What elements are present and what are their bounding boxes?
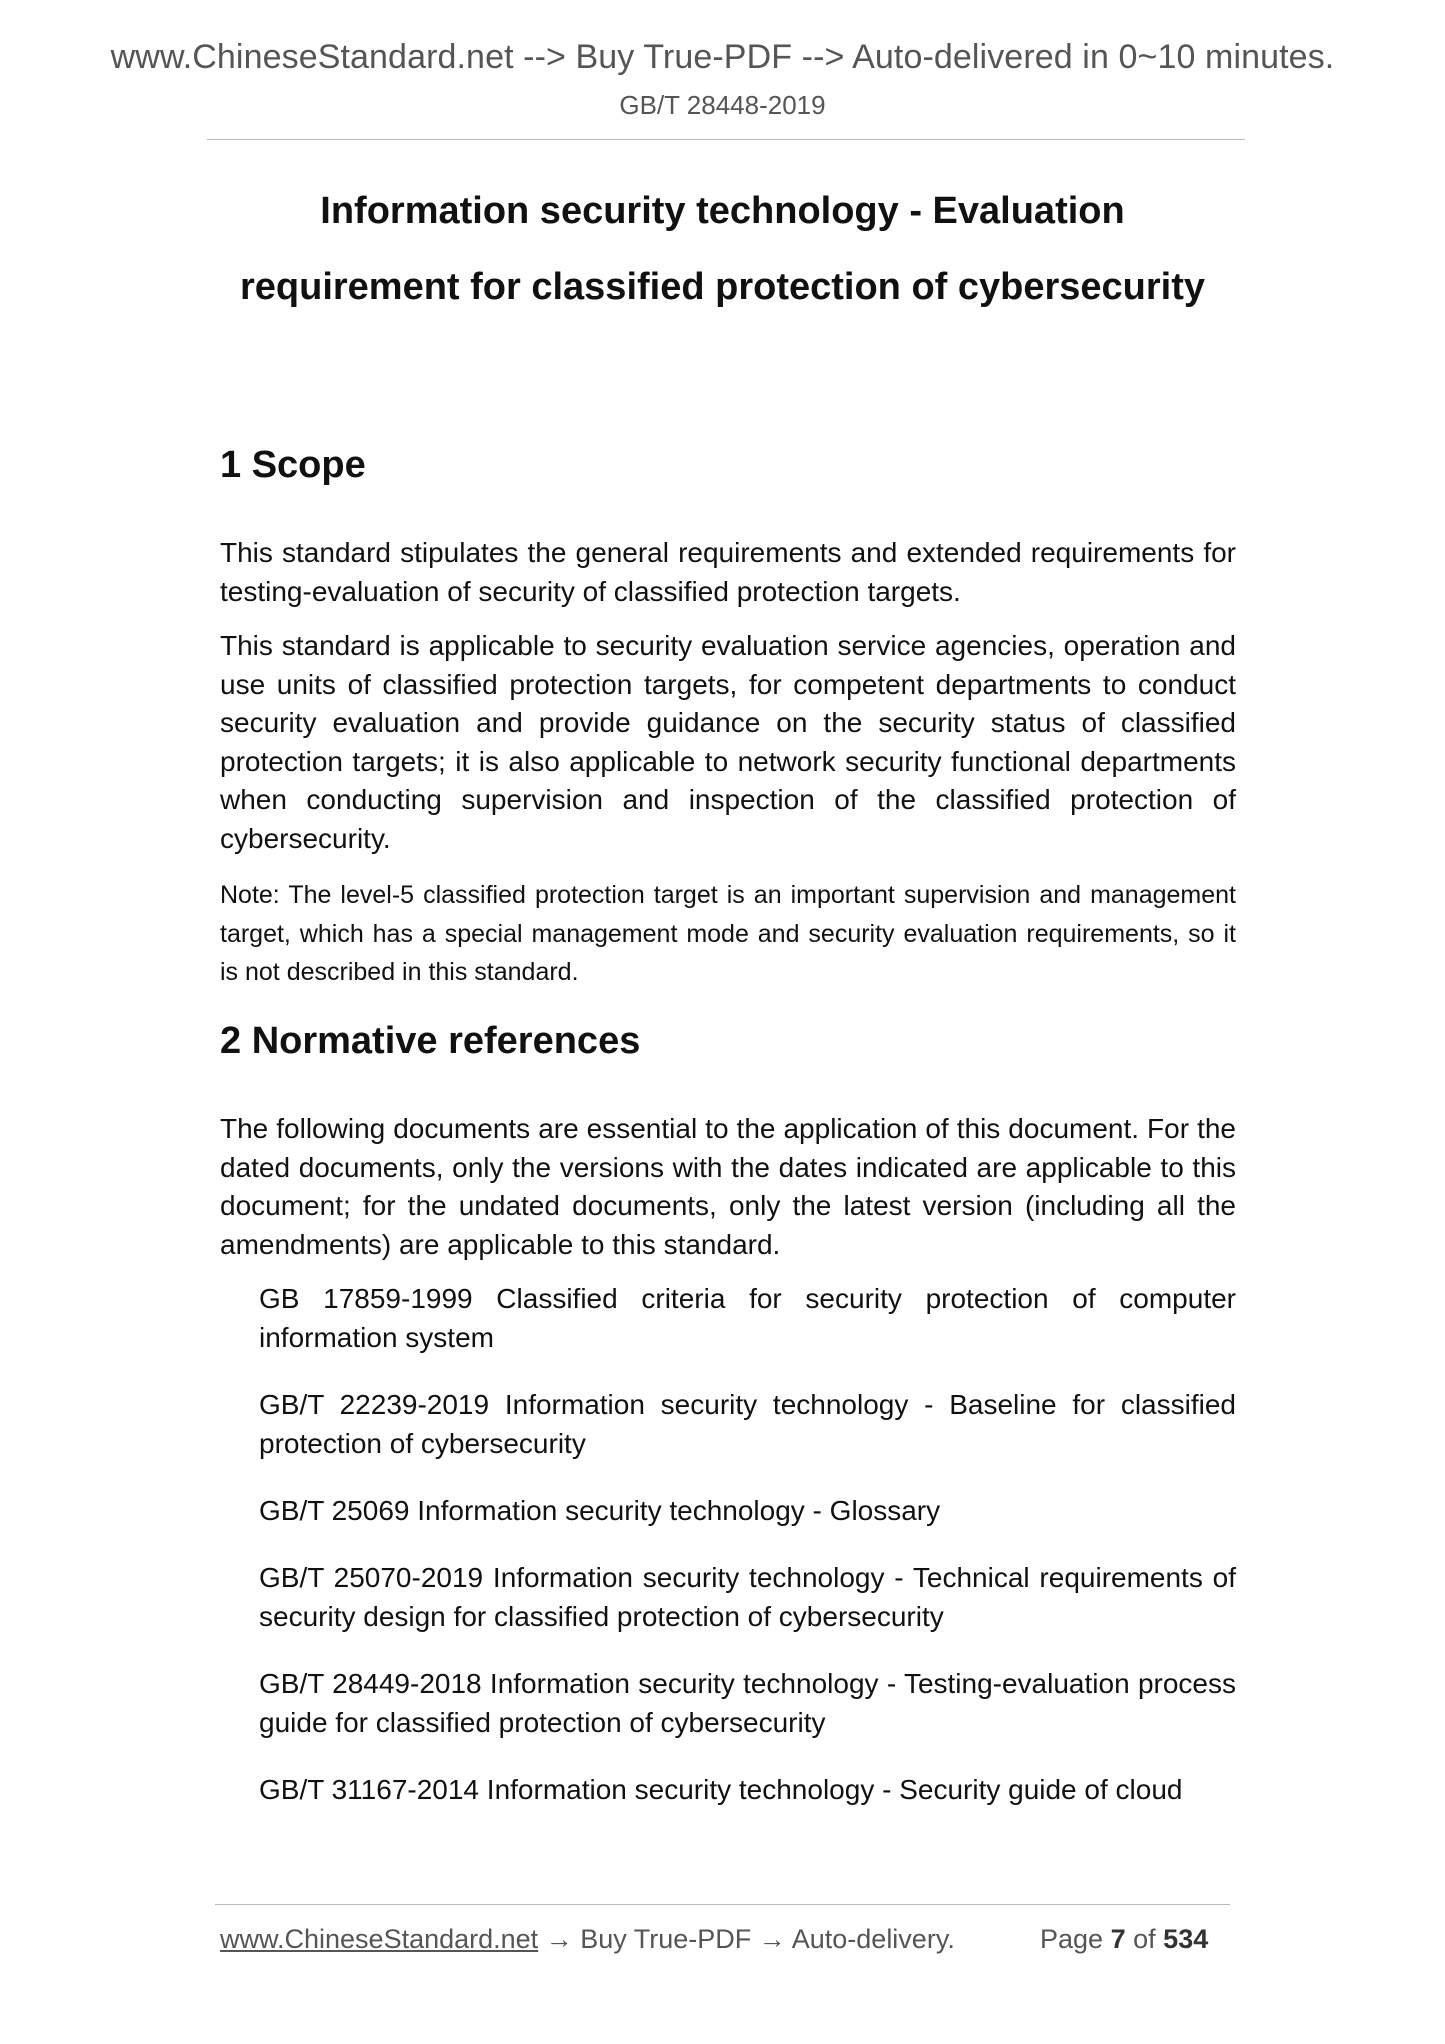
footer-site-link[interactable]: www.ChineseStandard.net [220, 1924, 539, 1954]
reference-item: GB/T 31167-2014 Information security technology - Security guide of cloud [259, 1774, 1183, 1805]
references-intro: The following documents are essential to the application of this document. For the dated documents, only the versions with the dates indicated are applicable to this document; for the undated documents, only the latest version (including all the amendments) are applicable to this standard. [220, 1113, 1236, 1260]
reference-item: GB/T 25069 Information security technology - Glossary [259, 1495, 941, 1526]
site-banner: www.ChineseStandard.net --> Buy True-PDF --> Auto-delivered in 0~10 minutes. [110, 38, 1335, 76]
section-1-heading-block [220, 444, 1236, 487]
document-title-line-2: requirement for classified protection of cybersecurity [239, 266, 1206, 308]
scope-paragraph-2: This standard is applicable to security evaluation service agencies, operation and use units of classified protection targets, for competent departments to conduct security evaluation and provide guidance on the security status of classified protection targets; it is also applicable to network security functional departments when conducting supervision and inspection of the classified protection of cybersecurity. [220, 630, 1236, 854]
header-divider [207, 139, 1245, 140]
page-word: Page [1040, 1924, 1104, 1954]
section-heading-normative-references: 2 Normative references [220, 1020, 641, 1062]
scope-paragraph-1: This standard stipulates the general requirements and extended requirements for testing-evaluation of security of classified protection targets. [220, 537, 1236, 607]
scope-paragraph-1-block [220, 534, 1236, 611]
reference-item: GB 17859-1999 Classified criteria for security protection of computer information system [259, 1283, 1236, 1353]
page-total-number: 534 [1163, 1924, 1209, 1954]
of-word: of [1133, 1924, 1156, 1954]
footer-promo [220, 1924, 955, 1955]
footer-tagline: → Buy True-PDF → Auto-delivery. [538, 1924, 955, 1954]
page-current-number: 7 [1110, 1924, 1126, 1954]
section-2-heading-block [220, 1020, 1236, 1063]
page-indicator [1040, 1924, 1208, 1955]
standard-number: GB/T 28448-2019 [619, 90, 826, 120]
reference-item: GB/T 28449-2018 Information security technology - Testing-evaluation process guide for classified protection of cybersecurity [259, 1668, 1236, 1738]
scope-note: Note: The level-5 classified protection target is an important supervision and management target, which has a special management mode and security evaluation requirements, so it is not described in this standard. [220, 881, 1236, 986]
scope-note-block [220, 876, 1236, 992]
section-heading-scope: 1 Scope [220, 444, 366, 486]
reference-item: GB/T 25070-2019 Information security technology - Technical requirements of security design for classified protection of cybersecurity [259, 1562, 1236, 1632]
references-intro-block [220, 1110, 1236, 1264]
reference-item: GB/T 22239-2019 Information security technology - Baseline for classified protection of cybersecurity [259, 1389, 1236, 1459]
document-title-line-1: Information security technology - Evaluation [320, 190, 1125, 232]
scope-paragraph-2-block [220, 627, 1236, 858]
footer-divider [215, 1904, 1230, 1905]
